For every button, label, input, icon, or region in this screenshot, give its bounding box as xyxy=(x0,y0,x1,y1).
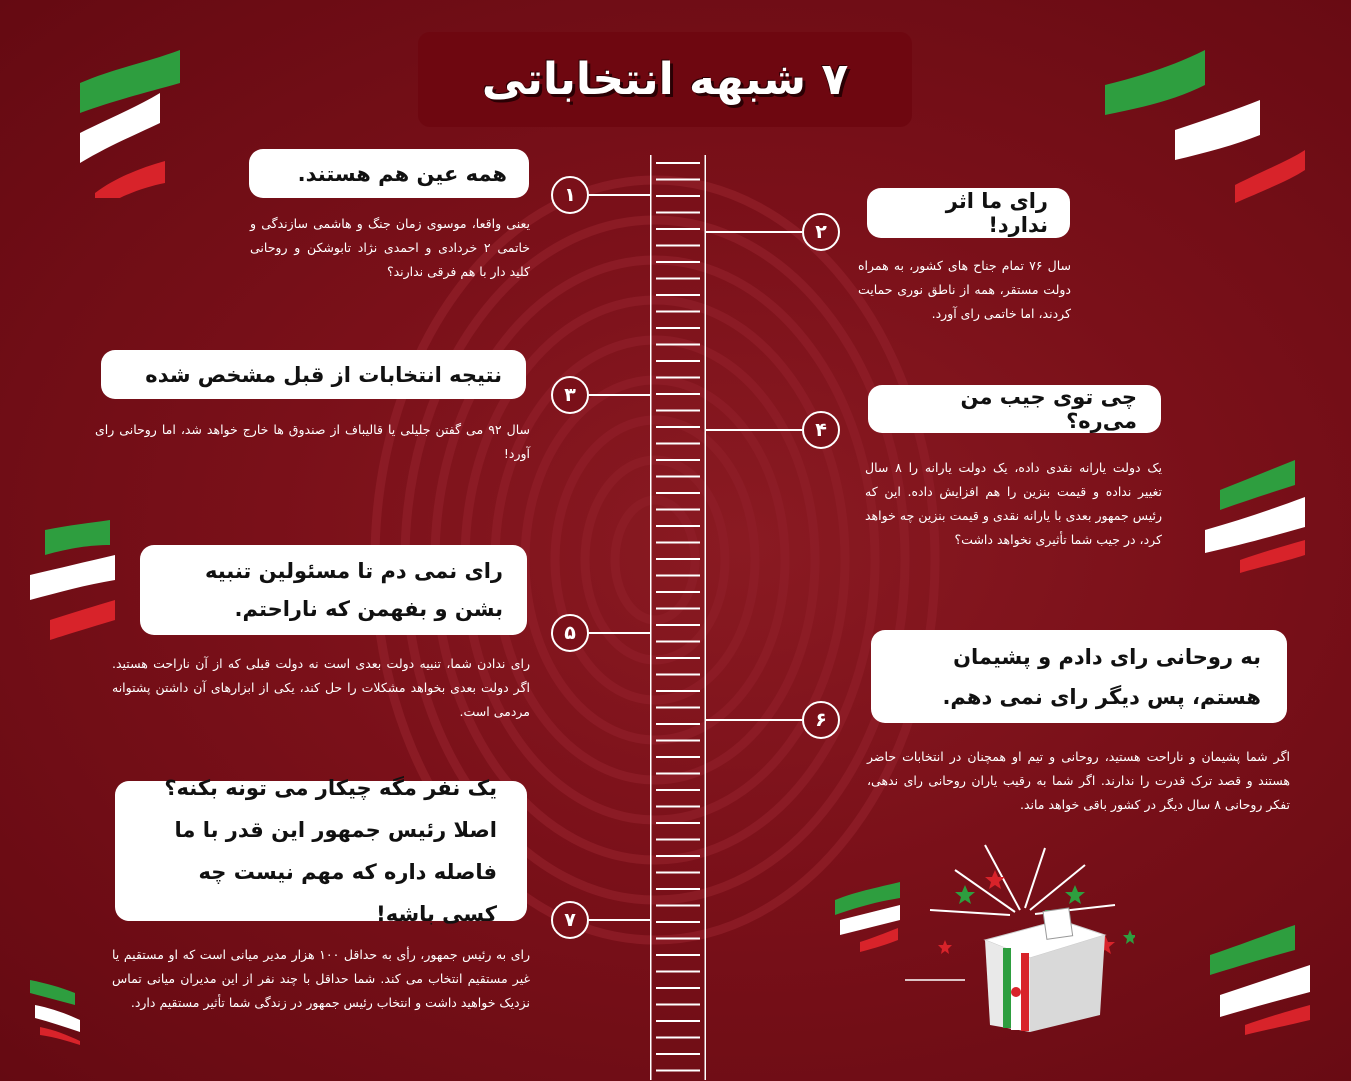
flag-ribbon-bottom-left xyxy=(25,975,85,1045)
timeline-ruler xyxy=(650,155,706,1080)
flag-ribbon-top-left xyxy=(75,38,185,198)
item-3-number: ۳ xyxy=(551,376,589,414)
item-6-number: ۶ xyxy=(802,701,840,739)
item-5-number: ۵ xyxy=(551,614,589,652)
item-4-answer: یک دولت یارانه نقدی داده، یک دولت یارانه را ۸ سال تغییر نداده و قیمت بنزین را هم افزایش داده. این که رئیس جمهور بعدی با یارانه نقدی و قیمت بنزین چه خواهد کرد، در جیب شما تأثیری نخواهد داشت؟ xyxy=(865,460,1162,547)
item-3-connector xyxy=(589,394,650,396)
item-4-number: ۴ xyxy=(802,411,840,449)
item-7-question-bubble xyxy=(115,776,527,926)
item-1-answer: یعنی واقعا، موسوی زمان جنگ و هاشمی سازندگی و خاتمی ۲ خردادی و احمدی نژاد تابوشکن و روحانی کلید دار با هم فرقی ندارند؟ xyxy=(250,216,530,279)
item-4-question-bubble xyxy=(868,385,1161,433)
flag-ribbon-top-right xyxy=(1095,45,1325,205)
item-5-question: رای نمی دم تا مسئولین تنبیه بشن و بفهمن که ناراحتم. xyxy=(204,559,503,621)
title-box xyxy=(418,32,912,127)
item-7-connector xyxy=(589,919,650,921)
flag-ribbon-mid-left xyxy=(25,520,120,650)
item-3-question: نتیجه انتخابات از قبل مشخص شده xyxy=(145,362,502,387)
item-1-question: همه عین هم هستند. xyxy=(297,161,507,186)
item-4-connector xyxy=(706,429,802,431)
item-6-answer: اگر شما پشیمان و ناراحت هستید، روحانی و تیم او همچنان در انتخابات حاضر هستند و قصد ترک قدرت را ندارند. اگر شما به رقیب یاران روحانی رای ندهی، تفکر روحانی ۸ سال دیگر در کشور باقی خواهد ماند. xyxy=(867,749,1290,812)
ballot-box-illustration xyxy=(905,840,1135,1035)
item-7-answer: رای به رئیس جمهور، رأی به حداقل ۱۰۰ هزار مدیر میانی است که او مستقیم یا غیر مستقیم انتخاب می کند. شما حداقل با چند نفر از این مدیران میانی تماس نزدیک خواهید داشت و انتخاب رئیس جمهور در زندگی شما تأثیر مستقیم دارد. xyxy=(112,947,530,1010)
item-2-number: ۲ xyxy=(802,213,840,251)
item-1-connector xyxy=(589,194,650,196)
item-7-number: ۷ xyxy=(551,901,589,939)
item-5-connector xyxy=(589,632,650,634)
item-3-question-bubble xyxy=(101,350,526,399)
item-5-question-bubble xyxy=(140,545,527,635)
item-2-connector xyxy=(706,231,802,233)
item-6-question: به روحانی رای دادم و پشیمان هستم، پس دیگر رای نمی دهم. xyxy=(942,644,1261,709)
item-6-connector xyxy=(706,719,802,721)
item-2-question: رای ما اثر ندارد! xyxy=(945,189,1048,237)
item-2-answer: سال ۷۶ تمام جناح های کشور، به همراه دولت مستقر، همه از ناطق نوری حمایت کردند، اما خاتمی رای آورد. xyxy=(858,258,1071,321)
item-7-question: یک نفر مگه چیکار می تونه بکنه؟ اصلا رئیس جمهور این قدر با ما فاصله داره که مهم نیست چه کسی باشه! xyxy=(164,776,497,926)
item-1-number: ۱ xyxy=(551,176,589,214)
flag-ribbon-bottom-right xyxy=(1200,920,1320,1035)
item-1-question-bubble xyxy=(249,149,529,198)
item-2-question-bubble xyxy=(867,188,1070,238)
flag-ribbon-mid-right xyxy=(1200,455,1310,575)
item-6-question-bubble xyxy=(871,630,1287,723)
item-4-question: چی توی جیب من می‌ره؟ xyxy=(960,385,1137,433)
item-3-answer: سال ۹۲ می گفتن جلیلی یا قالیباف از صندوق ها خارج خواهد شد، اما روحانی رای آورد! xyxy=(95,422,531,461)
page-title: ۷ شبهه انتخاباتی xyxy=(481,54,849,105)
item-5-answer: رای ندادن شما، تنبیه دولت بعدی است نه دولت قبلی که از آن ناراحت هستید. اگر دولت بعدی بخواهد مشکلات را حل کند، یکی از ابزارهای آن داشتن پشتوانه مردمی است. xyxy=(112,656,530,719)
flag-ribbon-bottom-center xyxy=(830,880,905,955)
